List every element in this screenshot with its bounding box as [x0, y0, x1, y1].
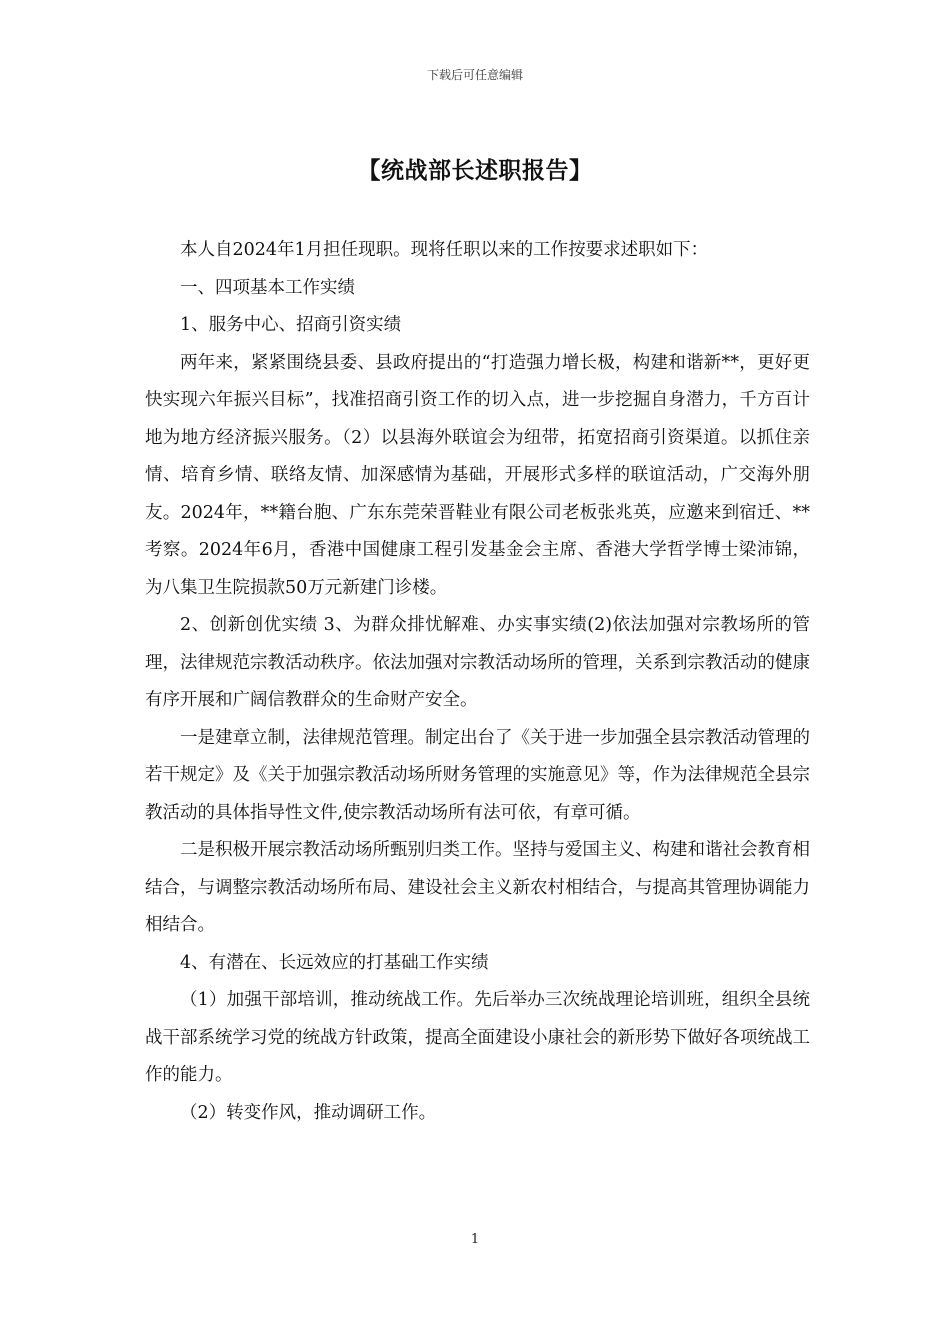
paragraph-intro: 本人自2024年1月担任现职。现将任职以来的工作按要求述职如下： [180, 240, 709, 260]
page-title: 【统战部长述职报告】 [357, 157, 593, 184]
paragraph-innovation-religion: 2、创新创优实绩 3、为群众排忧解难、办实事实绩(2)依法加强对宗教场所的管理，法律规范宗教活动秩序。依法加强对宗教活动场所的管理，关系到宗教活动的健康有序开展和广阔信教群众的生命财产安全。 [145, 615, 810, 710]
section-heading-1: 一、四项基本工作实绩 [180, 277, 355, 298]
paragraph-investment: 两年来，紧紧围绕县委、县政府提出的“打造强力增长极，构建和谐新**，更好更快实现六年振兴目标”，找准招商引资工作的切入点，进一步挖掘自身潜力，千方百计地为地方经济振兴服务。（2）以县海外联谊会为纽带，拓宽招商引资渠道。以抓住亲情、培育乡情、联络友情、加深感情为基础，开展形式多样的联谊活动，广交海外朋友。2024年，**籍台胞、广东东莞荣晋鞋业有限公司老板张兆英，应邀来到宿迁、**考察。2024年6月，香港中国健康工程引发基金会主席、香港大学哲学博士梁沛锦，为八集卫生院损款50万元新建门诊楼。 [145, 352, 810, 598]
page-number: 1 [470, 1232, 480, 1247]
document-body [145, 232, 810, 1132]
subsection-heading-1: 1、服务中心、招商引资实绩 [180, 315, 402, 335]
header-note: 下载后可任意编辑 [426, 68, 523, 82]
paragraph-classification: 二是积极开展宗教活动场所甄别归类工作。坚持与爱国主义、构建和谐社会教育相结合，与调整宗教活动场所布局、建设社会主义新农村相结合，与提高其管理协调能力相结合。 [145, 840, 810, 935]
paragraph-regulations: 一是建章立制，法律规范管理。制定出台了《关于进一步加强全县宗教活动管理的若干规定》及《关于加强宗教活动场所财务管理的实施意见》等，作为法律规范全县宗教活动的具体指导性文件,使宗教活动场所有法可依，有章可循。 [145, 727, 810, 823]
subsection-heading-4: 4、有潜在、长远效应的打基础工作实绩 [180, 952, 489, 973]
paragraph-training: （1）加强干部培训，推动统战工作。先后举办三次统战理论培训班，组织全县统战干部系统学习党的统战方针政策，提高全面建设小康社会的新形势下做好各项统战工作的能力。 [145, 990, 810, 1085]
paragraph-research: （2）转变作风，推动调研工作。 [180, 1102, 437, 1123]
